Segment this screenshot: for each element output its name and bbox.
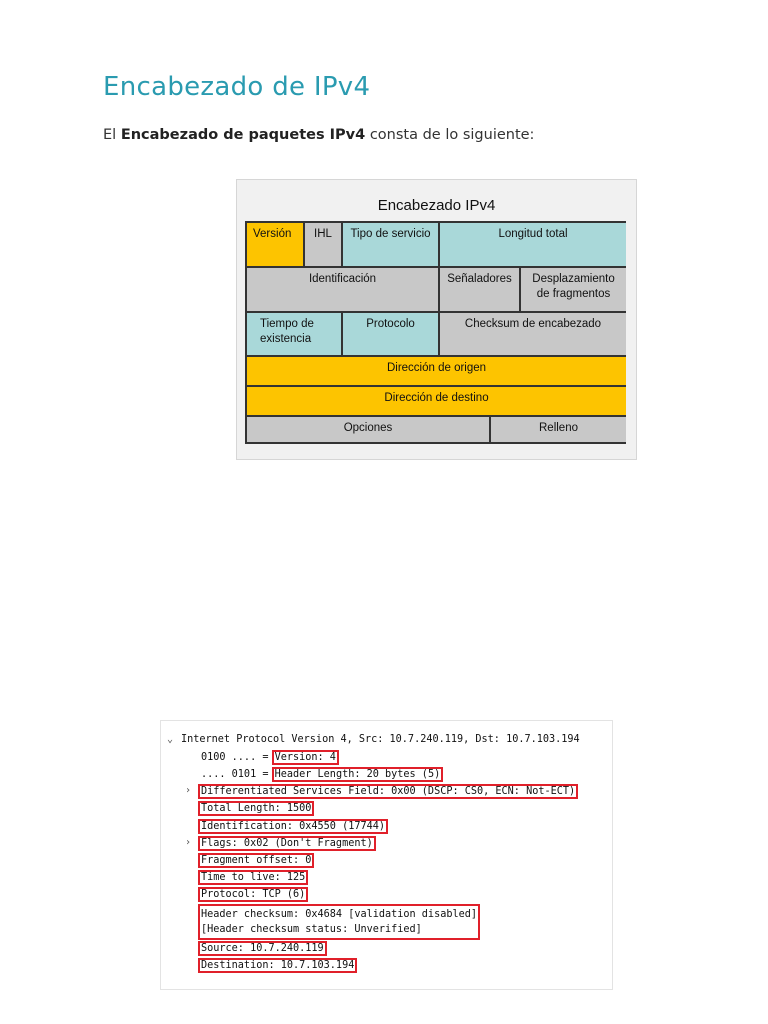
intro-suffix: consta de lo siguiente: [365,127,535,143]
tree-item-checksum-status[interactable]: [Header checksum status: Unverified] [201,924,422,935]
intro-paragraph [103,127,534,143]
checksum-highlight-box [198,904,480,940]
tree-item-dsf[interactable] [201,785,578,798]
header-field-grid [245,221,626,444]
field-protocol: Protocolo [343,313,440,357]
fragment-offset-field: Fragment offset: 0 [198,853,314,868]
ttl-line-1: Tiempo de [260,318,314,330]
tree-item-ttl[interactable] [201,871,308,884]
tree-item-header-length[interactable] [201,768,443,781]
intro-bold: Encabezado de paquetes IPv4 [120,127,366,143]
field-version: Versión [247,223,305,268]
chevron-down-icon[interactable]: ⌄ [167,734,174,745]
ttl-field: Time to live: 125 [198,870,308,885]
identification-field: Identification: 0x4550 (17744) [198,819,388,834]
ttl-line-2: existencia [260,333,312,345]
diagram-title: Encabezado IPv4 [377,197,496,214]
destination-field: Destination: 10.7.103.194 [198,958,357,973]
field-time-to-live [247,313,343,357]
chevron-right-icon[interactable]: › [185,837,192,848]
version-field: Version: 4 [272,750,339,765]
field-padding: Relleno [491,417,626,442]
field-options: Opciones [247,417,491,442]
field-header-checksum: Checksum de encabezado [440,313,626,357]
intro-prefix: El [103,127,121,143]
ipv4-header-diagram [236,179,637,460]
version-bits: 0100 .... = [201,752,275,763]
field-identification: Identificación [247,268,440,313]
protocol-field: Protocol: TCP (6) [198,887,308,902]
tree-item-destination[interactable] [201,959,357,972]
tree-item-header-checksum[interactable]: Header checksum: 0x4684 [validation disabled] [201,909,478,920]
fragment-offset-line-1: Desplazamiento [532,273,615,285]
page-title: Encabezado de IPv4 [103,72,371,102]
field-type-of-service: Tipo de servicio [343,223,440,268]
tree-item-protocol[interactable] [201,888,308,901]
tree-item-identification[interactable] [201,820,388,833]
chevron-right-icon[interactable]: › [185,785,192,796]
tree-item-flags[interactable] [201,837,376,850]
field-fragment-offset [521,268,626,313]
field-flags: Señaladores [440,268,521,313]
tree-root-ipv4[interactable]: Internet Protocol Version 4, Src: 10.7.240.119, Dst: 10.7.103.194 [181,734,580,745]
tree-item-total-length[interactable] [201,802,314,815]
field-ihl: IHL [305,223,343,268]
fragment-offset-line-2: de fragmentos [536,288,611,300]
tree-item-source[interactable] [201,942,327,955]
flags-field: Flags: 0x02 (Don't Fragment) [198,836,376,851]
field-source-address: Dirección de origen [247,357,626,387]
total-length-field: Total Length: 1500 [198,801,314,816]
field-destination-address: Dirección de destino [247,387,626,417]
tree-item-fragment-offset[interactable] [201,854,314,867]
source-field: Source: 10.7.240.119 [198,941,327,956]
wireshark-packet-details [160,720,613,990]
tree-item-version[interactable] [201,751,339,764]
header-length-bits: .... 0101 = [201,769,275,780]
dsf-field: Differentiated Services Field: 0x00 (DSCP: CS0, ECN: Not-ECT) [198,784,578,799]
field-total-length: Longitud total [440,223,626,268]
header-length-field: Header Length: 20 bytes (5) [272,767,444,782]
